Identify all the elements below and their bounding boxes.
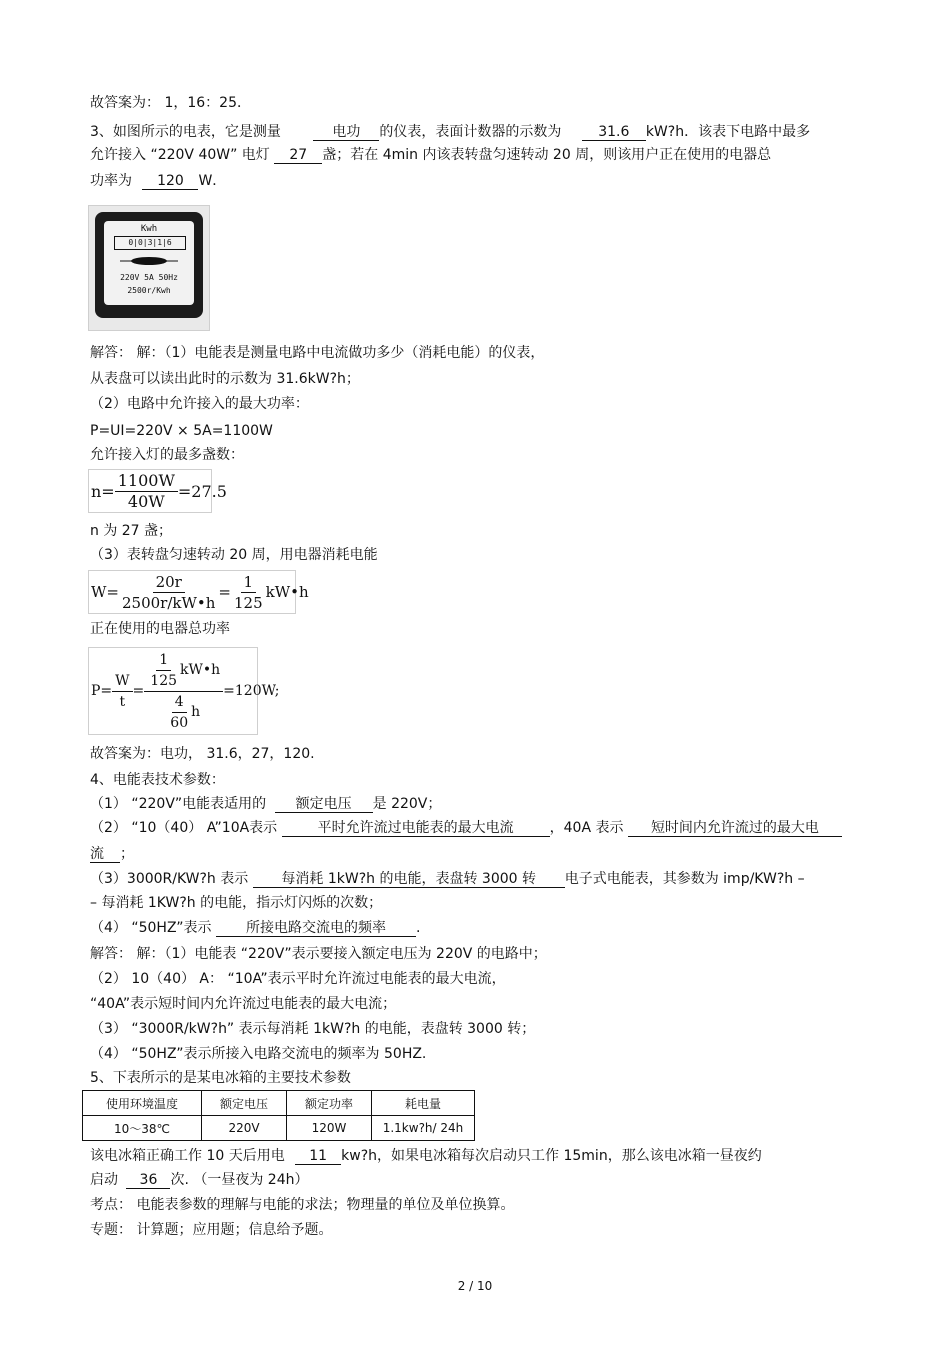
text: （2）电路中允许接入的最大功率： [90,396,309,412]
fraction [112,671,132,712]
text: （1） “220V”电能表适用的 [90,796,267,812]
meter-counter: 0|0|3|1|6 [114,236,186,250]
answer-line [90,745,315,763]
formula-text: W= [91,583,119,601]
compound-fraction [144,650,223,733]
numerator: 20r [153,572,185,593]
question-5-line [90,1147,762,1165]
blank-answer: 电功 [313,124,379,141]
formula-text: n= [91,481,115,501]
formula-text: =120W; [223,683,280,699]
text: 故答案为： 1，16：25． [90,95,251,111]
solution-line [90,1020,535,1038]
blank-answer: 11 [295,1148,341,1165]
text: 次. （一昼夜为 24h） [170,1172,309,1188]
text: 允许接入 “220V 40W” 电灯 [90,147,270,163]
text: 考点： 电能表参数的理解与电能的求法；物理量的单位及单位换算。 [90,1197,515,1213]
text: （3） “3000R/kW?h” 表示每消耗 1kW?h 的电能，表盘转 3000 转； [90,1021,536,1037]
table-cell: 1.1kw?h/ 24h [372,1116,475,1141]
solution-line [90,995,396,1013]
text: （3）3000R/KW?h 表示 [90,871,249,887]
formula-text: h [191,704,201,720]
solution-line [90,344,544,362]
fraction [115,471,178,512]
question-4-line [90,919,420,937]
formula-text: = [218,583,231,601]
electric-meter-image [88,205,210,331]
meter-body [95,212,203,318]
text: 3、如图所示的电表，它是测量 [90,124,281,140]
solution-line [90,522,172,540]
text: 盏；若在 4min 内该表转盘匀速转动 20 周，则该用户正在使用的电器总 [322,147,772,163]
formula-text: kW•h [180,662,221,678]
text: 的仪表，表面计数器的示数为 [379,124,562,140]
solution-line [90,446,244,464]
text: （2） 10（40） A： “10A”表示平时允许流过电能表的最大电流， [90,971,506,987]
blank-answer: 每消耗 1kW?h 的电能，表盘转 3000 转 [253,871,565,888]
question-4-line [90,819,842,837]
blank-answer: 短时间内允许流过的最大电 [628,820,842,837]
solution-line [90,422,273,440]
denominator: 40W [127,491,165,511]
formula-text: kW•h [265,583,309,601]
answer-line [90,94,251,112]
denominator: t [119,693,126,710]
fraction [147,650,180,691]
solution-line [90,546,378,564]
solution-line [90,970,506,988]
solution-line [90,945,547,963]
formula-text: =27.5 [177,481,227,501]
solution-line [90,620,230,638]
numerator: 1 [241,572,257,593]
numerator: 1100W [115,471,178,492]
topic [90,1221,332,1239]
formula-content [89,470,227,512]
fraction [167,692,191,733]
meter-rating: 220V 5A 50Hz [120,273,178,282]
blank-answer: 120 [142,173,198,190]
text: 4、电能表技术参数： [90,772,225,788]
question-4-line [90,845,134,863]
meter-revolutions: 2500r/Kwh [127,286,171,295]
formula-content [89,571,309,613]
numerator: 4 [172,692,187,713]
text: （2） “10（40） A”10A表示 [90,820,278,836]
knowledge-point [90,1196,514,1214]
text: kW?h．该表下电路中最多 [645,124,811,140]
solution-line [90,370,360,388]
text: 电子式电能表，其参数为 imp/KW?h – [564,871,805,887]
blank-answer: 27 [274,147,322,164]
text: 解答： 解：（1）电能表 “220V”表示要接入额定电压为 220V 的电路中； [90,946,547,962]
blank-answer: 流 [90,846,120,863]
blank-answer: 所接电路交流电的频率 [216,920,416,937]
table-row [83,1116,475,1141]
numerator: W [112,671,132,692]
blank-answer: 36 [126,1172,170,1189]
table-header-row [83,1091,475,1116]
text: 解答： 解：（1）电能表是测量电路中电流做功多少（消耗电能）的仪表， [90,345,545,361]
question-5-line [90,1171,309,1189]
formula-text: = [132,683,145,699]
fraction [119,572,218,613]
blank-answer: 额定电压 [275,796,373,813]
solution-line [90,1045,426,1063]
text: （4） “50HZ”表示 [90,920,212,936]
formula-text: P= [91,683,113,699]
blank-answer: 平时允许流过电能表的最大电流 [282,820,550,837]
text: kw?h，如果电冰箱每次启动只工作 15min，那么该电冰箱一昼夜约 [341,1148,762,1164]
text: 是 220V； [372,796,442,812]
page-number: 2 / 10 [457,1279,493,1293]
table-cell: 120W [287,1116,372,1141]
text: 允许接入灯的最多盏数： [90,447,244,463]
text: 启动 [90,1172,118,1188]
text: 正在使用的电器总功率 [90,621,230,637]
text: – 每消耗 1KW?h 的电能，指示灯闪烁的次数； [90,895,383,911]
text: 5、下表所示的是某电冰箱的主要技术参数 [90,1070,351,1086]
text: “40A”表示短时间内允许流过电能表的最大电流； [90,996,397,1012]
text: 故答案为：电功， 31.6，27，120. [90,746,315,762]
denominator: 2500r/kW•h [122,593,216,612]
question-3-line-1 [90,123,810,141]
numerator: 1 [156,650,171,671]
table-header: 耗电量 [372,1091,475,1116]
meter-disc-icon [118,255,180,267]
text: P=UI=220V × 5A=1100W [90,423,273,439]
text: 从表盘可以读出此时的示数为 31.6kW?h； [90,371,360,387]
formula-energy [88,570,309,614]
denominator [164,692,203,733]
text: 功率为 [90,173,132,189]
formula-power [88,647,280,735]
blank-answer: 31.6 [582,124,646,141]
table-header: 使用环境温度 [83,1091,202,1116]
spec-table [82,1090,475,1141]
text: ，40A 表示 [549,820,624,836]
table-header: 额定功率 [287,1091,372,1116]
formula-content [89,648,280,734]
text: （4） “50HZ”表示所接入电路交流电的频率为 50HZ. [90,1046,427,1062]
solution-line [90,395,309,413]
table-cell: 10～38℃ [83,1116,202,1141]
question-3-line-2 [90,146,771,164]
question-4-title [90,771,225,789]
question-4-line [90,795,441,813]
denominator: 125 [234,593,263,612]
question-4-line [90,870,805,888]
denominator: 60 [170,714,189,731]
text: 专题： 计算题；应用题；信息给予题。 [90,1222,333,1238]
text: 该电冰箱正确工作 10 天后用电 [90,1148,285,1164]
fraction [231,572,266,613]
question-3-line-3 [90,172,226,190]
table-cell: 220V [202,1116,287,1141]
text: W． [198,173,227,189]
text: . [416,920,421,936]
numerator [144,650,223,692]
meter-unit: Kwh [140,224,158,234]
formula-lamp-count [88,469,227,513]
question-5-title [90,1069,351,1087]
question-4-line [90,894,382,912]
text: （3）表转盘匀速转动 20 周，用电器消耗电能 [90,547,378,563]
text: n 为 27 盏； [90,523,173,539]
text: ； [120,846,134,862]
denominator: 125 [150,672,178,689]
table-header: 额定电压 [202,1091,287,1116]
meter-face [104,221,194,305]
